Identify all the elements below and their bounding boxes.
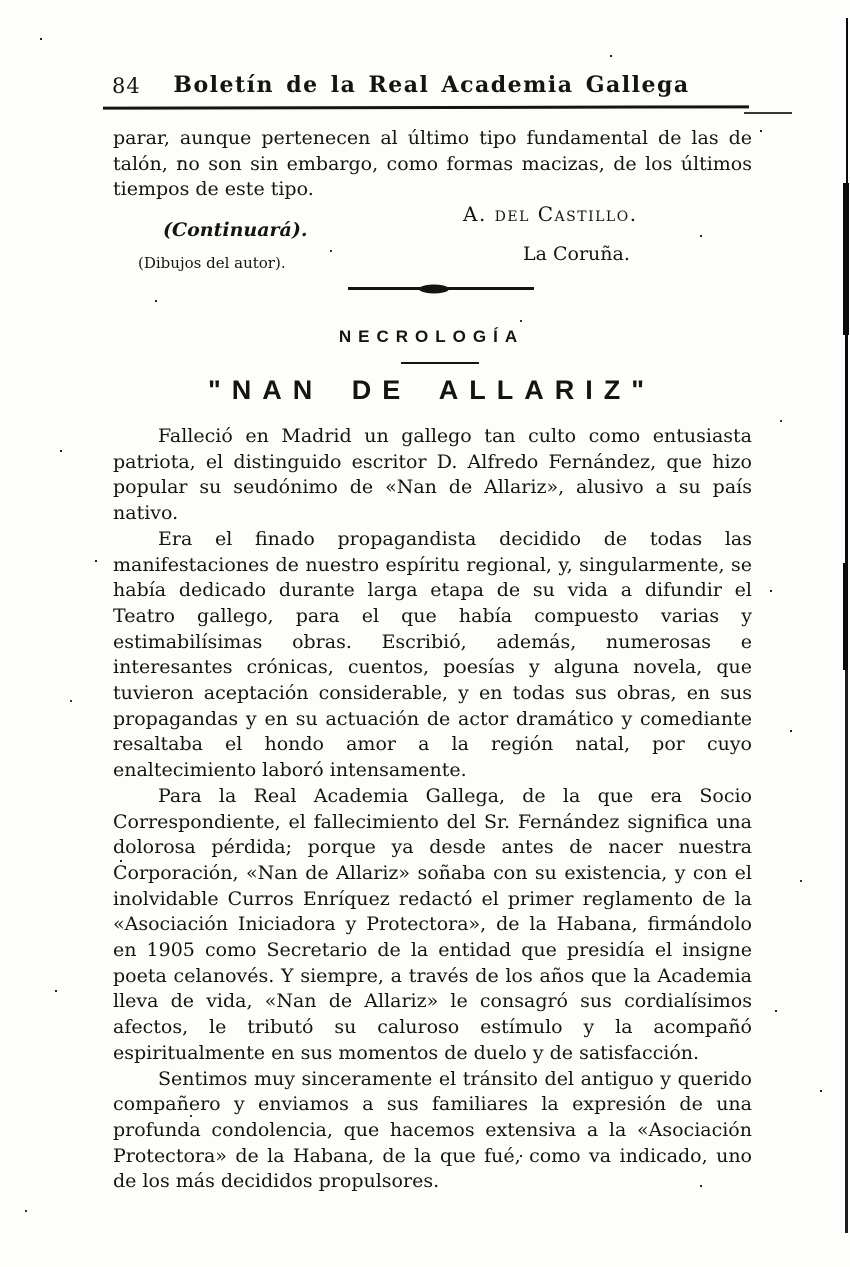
section-heading: NECROLOGÍA	[338, 327, 525, 346]
previous-article-end	[113, 126, 752, 203]
journal-title: Boletín de la Real Academia Gallega	[173, 72, 690, 98]
author-signature: A. del Castillo.	[463, 202, 638, 226]
necrology-paragraph: Era el finado propagandista decidido de todas las manifestaciones de nuestro espíritu regional, y, singularmente, se había dedicado durante larga etapa de su vida a difundir el Teatro gallego, para el que había compuesto varias y estimabilísimas obras. Escribió, además, numerosas e interesantes crónicas, cuentos, poesías y alguna novela, que tuvieron aceptación considerable, y en todas sus obras, en sus propagandas y en su actuación de actor dramático y comediante resaltaba el hondo amor a la región natal, por cuyo enaltecimiento laboró intensamente.	[113, 527, 752, 782]
header-rule	[103, 105, 749, 109]
necrology-paragraph: Sentimos muy sinceramente el tránsito del antiguo y querido compañero y enviamos a sus familiares la expresión de una profunda condolencia, que hacemos extensiva a la «Asociación Protectora» de la Habana, de la que fué, como va indicado, uno de los más decididos propulsores.	[113, 1067, 752, 1193]
necrology-paragraph: Falleció en Madrid un gallego tan culto como entusiasta patriota, el distinguido escritor D. Alfredo Fernández, que hizo popular su seudónimo de «Nan de Allariz», alusivo a su país nativo.	[113, 425, 752, 525]
necrology-paragraph: Para la Real Academia Gallega, de la que era Socio Correspondiente, el fallecimiento del Sr. Fernández significa una dolorosa pérdida; porque ya desde antes de nacer nuestra Corporación, «Nan de Allariz» soñaba con su existencia, y con el inolvidable Curros Enríquez redactó el primer reglamento de la «Asociación Iniciadora y Protectora», de la Habana, firmándolo en 1905 como Secretario de la entidad que presidía el insigne poeta celanovés. Y siempre, a través de los años que la Academia lleva de vida, «Nan de Allariz» le consagró sus cordialísimos afectos, le tributó su caluroso estímulo y la acompañó espiritualmente en sus momentos de duelo y de satisfacción.	[113, 784, 752, 1064]
section-divider-rule	[348, 287, 534, 290]
necrology-body	[113, 424, 752, 1195]
page-number: 84	[112, 74, 141, 98]
continuation-note: (Continuará).	[163, 219, 308, 241]
article-end-paragraph: parar, aunque pertenecen al último tipo fundamental de las de talón, no son sin embargo, como formas macizas, de los últimos tiempos de este tipo.	[113, 127, 752, 201]
drawings-note: (Dibujos del autor).	[138, 254, 286, 272]
author-location: La Coruña.	[523, 243, 630, 265]
necrology-title: "NAN DE ALLARIZ"	[207, 375, 656, 405]
header-rule-extension	[744, 112, 792, 114]
divider-lens-ornament	[419, 284, 449, 293]
section-heading-rule	[401, 362, 479, 364]
scan-noise-specks	[0, 0, 2, 2]
